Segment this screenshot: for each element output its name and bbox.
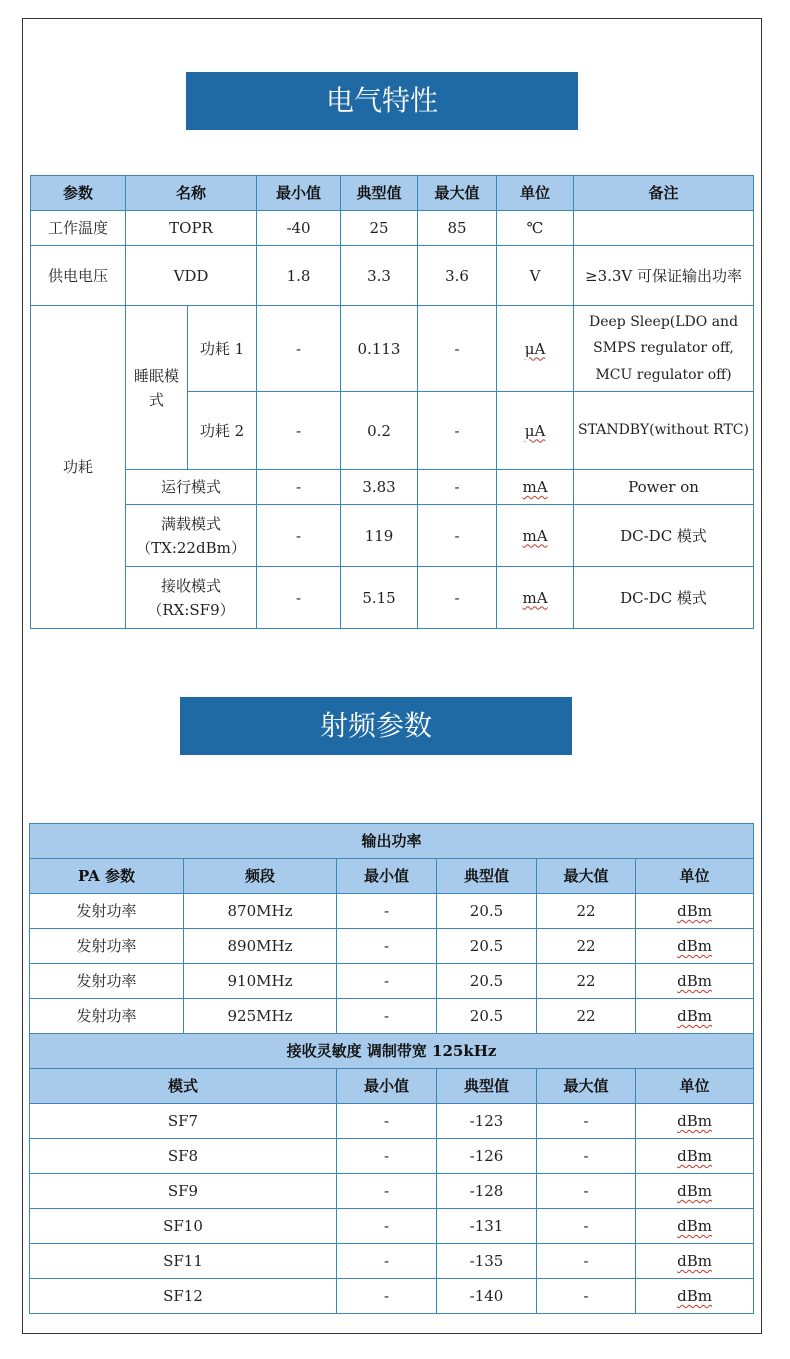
unit-text: μA [524, 339, 546, 358]
note-cell [574, 211, 754, 246]
table-cell: -131 [437, 1209, 537, 1244]
unit-cell [497, 505, 574, 567]
unit-text: mA [522, 588, 548, 607]
max-cell: - [418, 392, 497, 470]
table-cell: - [537, 1279, 636, 1314]
param-cell: 供电电压 [31, 246, 126, 306]
name-cell: 满载模式（TX:22dBm） [126, 505, 257, 567]
table-cell: -135 [437, 1244, 537, 1279]
note-cell: DC-DC 模式 [574, 567, 754, 629]
unit-cell [497, 392, 574, 470]
table-cell: -140 [437, 1279, 537, 1314]
name-cell: 接收模式（RX:SF9） [126, 567, 257, 629]
table-row [30, 894, 754, 929]
table-cell: SF11 [30, 1244, 337, 1279]
table-cell [636, 1174, 754, 1209]
unit-text: dBm [677, 1182, 712, 1200]
unit-text: dBm [677, 1287, 712, 1305]
table-cell: - [537, 1209, 636, 1244]
table-header-row [31, 176, 754, 211]
section-row-output [30, 824, 754, 859]
header-cell: 参数 [31, 176, 126, 211]
header-cell: 最大值 [537, 1069, 636, 1104]
table-cell: 发射功率 [30, 964, 184, 999]
table-cell: -126 [437, 1139, 537, 1174]
unit-cell [497, 470, 574, 505]
min-cell: - [257, 505, 341, 567]
table-cell: 20.5 [437, 894, 537, 929]
table-cell: -128 [437, 1174, 537, 1209]
table-cell [636, 894, 754, 929]
table-cell: 20.5 [437, 999, 537, 1034]
table-cell: 22 [537, 929, 636, 964]
unit-text: mA [522, 478, 548, 496]
max-cell: - [418, 470, 497, 505]
typ-cell: 119 [341, 505, 418, 567]
min-cell: - [257, 567, 341, 629]
table-cell [636, 1209, 754, 1244]
table-cell: SF8 [30, 1139, 337, 1174]
table-cell: 20.5 [437, 929, 537, 964]
typ-cell: 0.2 [341, 392, 418, 470]
unit-cell: V [497, 246, 574, 306]
rx-sensitivity-title: 接收灵敏度 调制带宽 125kHz [30, 1034, 754, 1069]
unit-text: dBm [677, 937, 712, 955]
section-row-rx [30, 1034, 754, 1069]
unit-cell [497, 567, 574, 629]
typ-cell: 5.15 [341, 567, 418, 629]
note-cell: Deep Sleep(LDO and SMPS regulator off, MCU regulator off) [574, 306, 754, 392]
min-cell: - [257, 306, 341, 392]
header-cell: PA 参数 [30, 859, 184, 894]
table-cell: - [337, 1104, 437, 1139]
table-cell: 22 [537, 999, 636, 1034]
table-row [31, 211, 754, 246]
table-cell [636, 1244, 754, 1279]
table-cell: - [337, 1209, 437, 1244]
table-row [30, 1279, 754, 1314]
table-cell: 发射功率 [30, 999, 184, 1034]
table-cell: SF12 [30, 1279, 337, 1314]
unit-text: μA [524, 421, 546, 440]
max-cell: - [418, 306, 497, 392]
name-cell: 运行模式 [126, 470, 257, 505]
note-cell: DC-DC 模式 [574, 505, 754, 567]
table-cell: - [337, 1174, 437, 1209]
header-cell: 频段 [184, 859, 337, 894]
unit-cell: ℃ [497, 211, 574, 246]
typ-cell: 0.113 [341, 306, 418, 392]
min-cell: - [257, 470, 341, 505]
table-row [31, 505, 754, 567]
header-cell: 最小值 [337, 859, 437, 894]
sleep-mode-cell: 睡眠模式 [126, 306, 188, 470]
output-power-title: 输出功率 [30, 824, 754, 859]
section-title-electrical: 电气特性 [186, 72, 578, 130]
max-cell: - [418, 505, 497, 567]
table-cell: - [337, 964, 437, 999]
table-cell: 890MHz [184, 929, 337, 964]
table-row [31, 567, 754, 629]
unit-text: mA [522, 526, 548, 545]
name-cell: TOPR [126, 211, 257, 246]
header-cell: 最小值 [337, 1069, 437, 1104]
table-cell: SF9 [30, 1174, 337, 1209]
table-row [31, 470, 754, 505]
note-cell: ≥3.3V 可保证输出功率 [574, 246, 754, 306]
unit-text: dBm [677, 902, 712, 920]
table-row [30, 964, 754, 999]
param-cell: 工作温度 [31, 211, 126, 246]
table-cell: 发射功率 [30, 929, 184, 964]
table-row [30, 1104, 754, 1139]
table-header-row [30, 859, 754, 894]
header-cell: 名称 [126, 176, 257, 211]
unit-text: dBm [677, 1147, 712, 1165]
header-cell: 典型值 [341, 176, 418, 211]
table-cell [636, 929, 754, 964]
table-cell: - [537, 1104, 636, 1139]
table-row [30, 1209, 754, 1244]
table-row [30, 929, 754, 964]
unit-text: dBm [677, 1252, 712, 1270]
header-cell: 备注 [574, 176, 754, 211]
min-cell: 1.8 [257, 246, 341, 306]
table-cell: - [337, 1139, 437, 1174]
table-cell [636, 999, 754, 1034]
electrical-table [30, 175, 754, 629]
table-cell: 870MHz [184, 894, 337, 929]
table-cell: SF10 [30, 1209, 337, 1244]
name-cell: 功耗 1 [188, 306, 257, 392]
table-cell: -123 [437, 1104, 537, 1139]
table-cell [636, 964, 754, 999]
table-cell [636, 1279, 754, 1314]
rf-table [29, 823, 754, 1314]
header-cell: 单位 [636, 859, 754, 894]
table-row [30, 1139, 754, 1174]
table-cell [636, 1139, 754, 1174]
header-cell: 典型值 [437, 1069, 537, 1104]
table-row [31, 246, 754, 306]
table-row [31, 306, 754, 392]
table-cell: - [337, 999, 437, 1034]
table-cell: - [337, 1279, 437, 1314]
unit-text: dBm [677, 1112, 712, 1130]
min-cell: -40 [257, 211, 341, 246]
header-cell: 典型值 [437, 859, 537, 894]
typ-cell: 3.3 [341, 246, 418, 306]
name-cell: VDD [126, 246, 257, 306]
table-cell: 22 [537, 894, 636, 929]
table-cell: 925MHz [184, 999, 337, 1034]
header-cell: 模式 [30, 1069, 337, 1104]
table-row [30, 999, 754, 1034]
table-cell [636, 1104, 754, 1139]
typ-cell: 25 [341, 211, 418, 246]
max-cell: - [418, 567, 497, 629]
table-header-row [30, 1069, 754, 1104]
note-cell: STANDBY(without RTC) [574, 392, 754, 470]
unit-text: dBm [677, 1007, 712, 1025]
table-row [30, 1174, 754, 1209]
table-cell: 22 [537, 964, 636, 999]
note-cell: Power on [574, 470, 754, 505]
table-cell: - [337, 929, 437, 964]
max-cell: 3.6 [418, 246, 497, 306]
param-cell: 功耗 [31, 306, 126, 629]
unit-cell [497, 306, 574, 392]
table-row [30, 1244, 754, 1279]
table-cell: 20.5 [437, 964, 537, 999]
max-cell: 85 [418, 211, 497, 246]
header-cell: 单位 [497, 176, 574, 211]
table-cell: - [537, 1244, 636, 1279]
unit-text: dBm [677, 1217, 712, 1235]
typ-cell: 3.83 [341, 470, 418, 505]
table-cell: 发射功率 [30, 894, 184, 929]
table-cell: SF7 [30, 1104, 337, 1139]
header-cell: 最大值 [537, 859, 636, 894]
table-cell: - [337, 894, 437, 929]
table-cell: 910MHz [184, 964, 337, 999]
table-cell: - [537, 1139, 636, 1174]
header-cell: 最大值 [418, 176, 497, 211]
header-cell: 单位 [636, 1069, 754, 1104]
unit-text: dBm [677, 972, 712, 990]
name-cell: 功耗 2 [188, 392, 257, 470]
table-cell: - [337, 1244, 437, 1279]
section-title-rf: 射频参数 [180, 697, 572, 755]
header-cell: 最小值 [257, 176, 341, 211]
table-cell: - [537, 1174, 636, 1209]
min-cell: - [257, 392, 341, 470]
